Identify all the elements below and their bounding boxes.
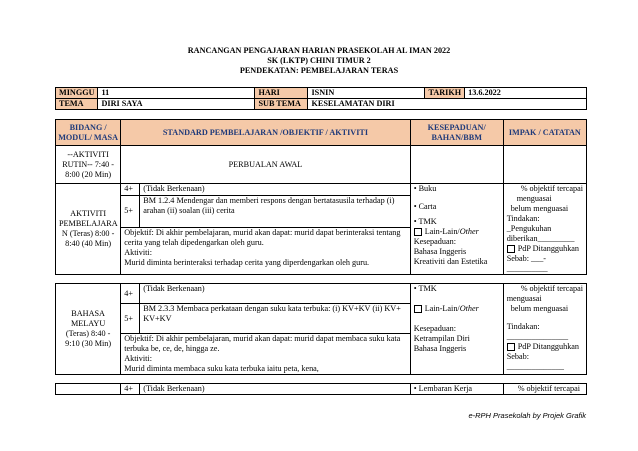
r2-kesepaduan [410, 284, 503, 375]
tema-label: TEMA [56, 99, 98, 110]
approach-title: PENDEKATAN: PEMBELAJARAN TERAS [239, 66, 399, 75]
r1-objektif-cell [121, 227, 410, 274]
r1-kes-kesepaduan: Kesepaduan: [413, 237, 456, 246]
r2-std1: (Tidak Berkenaan) [140, 284, 410, 304]
r1-std1: (Tidak Berkenaan) [140, 184, 410, 196]
r1-objektif: Objektif: Di akhir pembelajaran, murid akan dapat: murid dapat berinteraksi tentang cerita yang telah dipedengarkan oleh guru. [124, 227, 401, 247]
r1-imp-diberikan: diberikan_________ [506, 234, 575, 243]
r2-imp-menguasai: menguasai [506, 294, 542, 303]
r2-impak [503, 284, 586, 375]
r1-kes-inggeris: Bahasa Inggeris [413, 247, 467, 256]
r1-kes-tmk: • TMK [413, 217, 437, 226]
info-table [55, 87, 587, 110]
r1-imp-objektif: % objektif tercapai [520, 184, 583, 193]
r3-module [56, 384, 121, 395]
r1-level2: 5+ [121, 195, 140, 227]
r1-kesepaduan [410, 184, 503, 275]
r2-imp-tindakan: Tindakan: [506, 322, 540, 331]
minggu-value: 11 [98, 88, 255, 99]
col-kesepaduan: KESEPADUAN/ BAHAN/BBM [410, 120, 503, 146]
minggu-label: MINGGU [56, 88, 98, 99]
r2-level2: 5+ [121, 304, 140, 334]
awal-text: PERBUALAN AWAL [121, 146, 410, 184]
footer-credit: e-RPH Prasekolah by Projek Grafik [468, 411, 586, 420]
checkbox-icon[interactable] [507, 343, 515, 351]
r1-std2: BM 1.2.4 Mendengar dan memberi respons dengan bertatasusila terhadap (i) arahan (ii) soalan (iii) cerita [140, 195, 410, 227]
r2-objektif-cell [121, 334, 410, 375]
r1-impak [503, 184, 586, 275]
r1-imp-belum: belum menguasai [510, 204, 569, 213]
r2-kes-tmk: • TMK [413, 284, 437, 293]
school-name: SK (LKTP) CHINI TIMUR 2 [267, 56, 371, 65]
checkbox-icon[interactable] [507, 245, 515, 253]
tarikh-value: 13.6.2022 [465, 88, 587, 99]
r2-module: BAHASA MELAYU (Teras) 8:40 - 9:10 (30 Min) [56, 284, 121, 375]
r1-imp-pdp: PdP Ditangguhkan [507, 244, 583, 254]
awal-module: --AKTIVITI RUTIN-- 7:40 - 8:00 (20 Min) [56, 146, 121, 184]
r1-module: AKTIVITI PEMBELAJARA N (Teras) 8:00 - 8:40 (40 Min) [56, 184, 121, 275]
awal-kesepaduan [410, 146, 503, 184]
r2-imp-pdp: PdP Ditangguhkan [507, 342, 583, 352]
r1-level1: 4+ [121, 184, 140, 196]
plan-title: RANCANGAN PENGAJARAN HARIAN PRASEKOLAH AL IMAN 2022 [187, 46, 451, 55]
r2-kes-inggeris: Bahasa Inggeris [413, 344, 467, 353]
r2-std2: BM 2.3.3 Membaca perkataan dengan suku kata terbuka: (i) KV+KV (ii) KV+ KV+KV [140, 304, 410, 334]
r3-std: (Tidak Berkenaan) [140, 384, 410, 395]
r1-imp-tindakan: Tindakan: [506, 214, 540, 223]
r2-kes-lain: Lain-Lain/Other [414, 304, 500, 314]
r2-imp-sebab: Sebab: ______________ [506, 352, 564, 371]
checkbox-icon[interactable] [414, 228, 422, 236]
col-bidang: BIDANG / MODUL/ MASA [56, 120, 121, 146]
lesson-table [55, 119, 587, 395]
r1-kes-carta: • Carta [413, 202, 437, 211]
r1-imp-pengukuhan: _Pengukuhan [506, 224, 552, 233]
r2-aktiviti: Murid diminta membaca suku kata terbuka iaitu peta, kena, [124, 364, 319, 373]
hari-label: HARI [255, 88, 308, 99]
r1-imp-sebab: Sebab: ___-__________ [506, 254, 548, 273]
r1-kes-lain: Lain-Lain/Other [414, 227, 500, 237]
r3-impak: % objektif tercapai [503, 384, 586, 395]
r1-imp-menguasai: menguasai [516, 194, 552, 203]
tarikh-label: TARIKH [425, 88, 465, 99]
r2-kes-ketrampilan: Ketrampilan Diri [413, 334, 470, 343]
r2-imp-belum: belum menguasai [510, 304, 569, 313]
awal-impak [503, 146, 586, 184]
r2-imp-objektif: % objektif tercapai [520, 284, 583, 293]
r2-kes-kesepaduan: Kesepaduan: [413, 324, 456, 333]
r2-aktiviti-label: Aktiviti: [124, 354, 152, 363]
tema-value: DIRI SAYA [98, 99, 255, 110]
r1-kes-buku: • Buku [413, 184, 437, 193]
checkbox-icon[interactable] [414, 305, 422, 313]
spacer [56, 275, 587, 284]
col-standard: STANDARD PEMBELAJARAN /OBJEKTIF / AKTIVITI [121, 120, 410, 146]
subtema-label: SUB TEMA [255, 99, 308, 110]
r3-level: 4+ [121, 384, 140, 395]
r1-aktiviti: Murid diminta berinteraksi terhadap cerita yang diperdengarkan oleh guru. [124, 257, 370, 267]
col-impak: IMPAK / CATATAN [503, 120, 586, 146]
r2-imp-line: _______________ [506, 332, 569, 341]
r1-aktiviti-label: Aktiviti: [124, 247, 152, 257]
r2-level1: 4+ [121, 284, 140, 304]
hari-value: ISNIN [308, 88, 425, 99]
r3-kesepaduan: • Lembaran Kerja [410, 384, 503, 395]
subtema-value: KESELAMATAN DIRI [308, 99, 587, 110]
r2-objektif: Objektif: Di akhir pembelajaran, murid akan dapat: murid dapat membaca suku kata terbuka be, ce, de, hingga ze. [124, 334, 401, 353]
spacer [56, 375, 587, 384]
r1-kes-kreativiti: Kreativiti dan Estetika [413, 257, 488, 266]
